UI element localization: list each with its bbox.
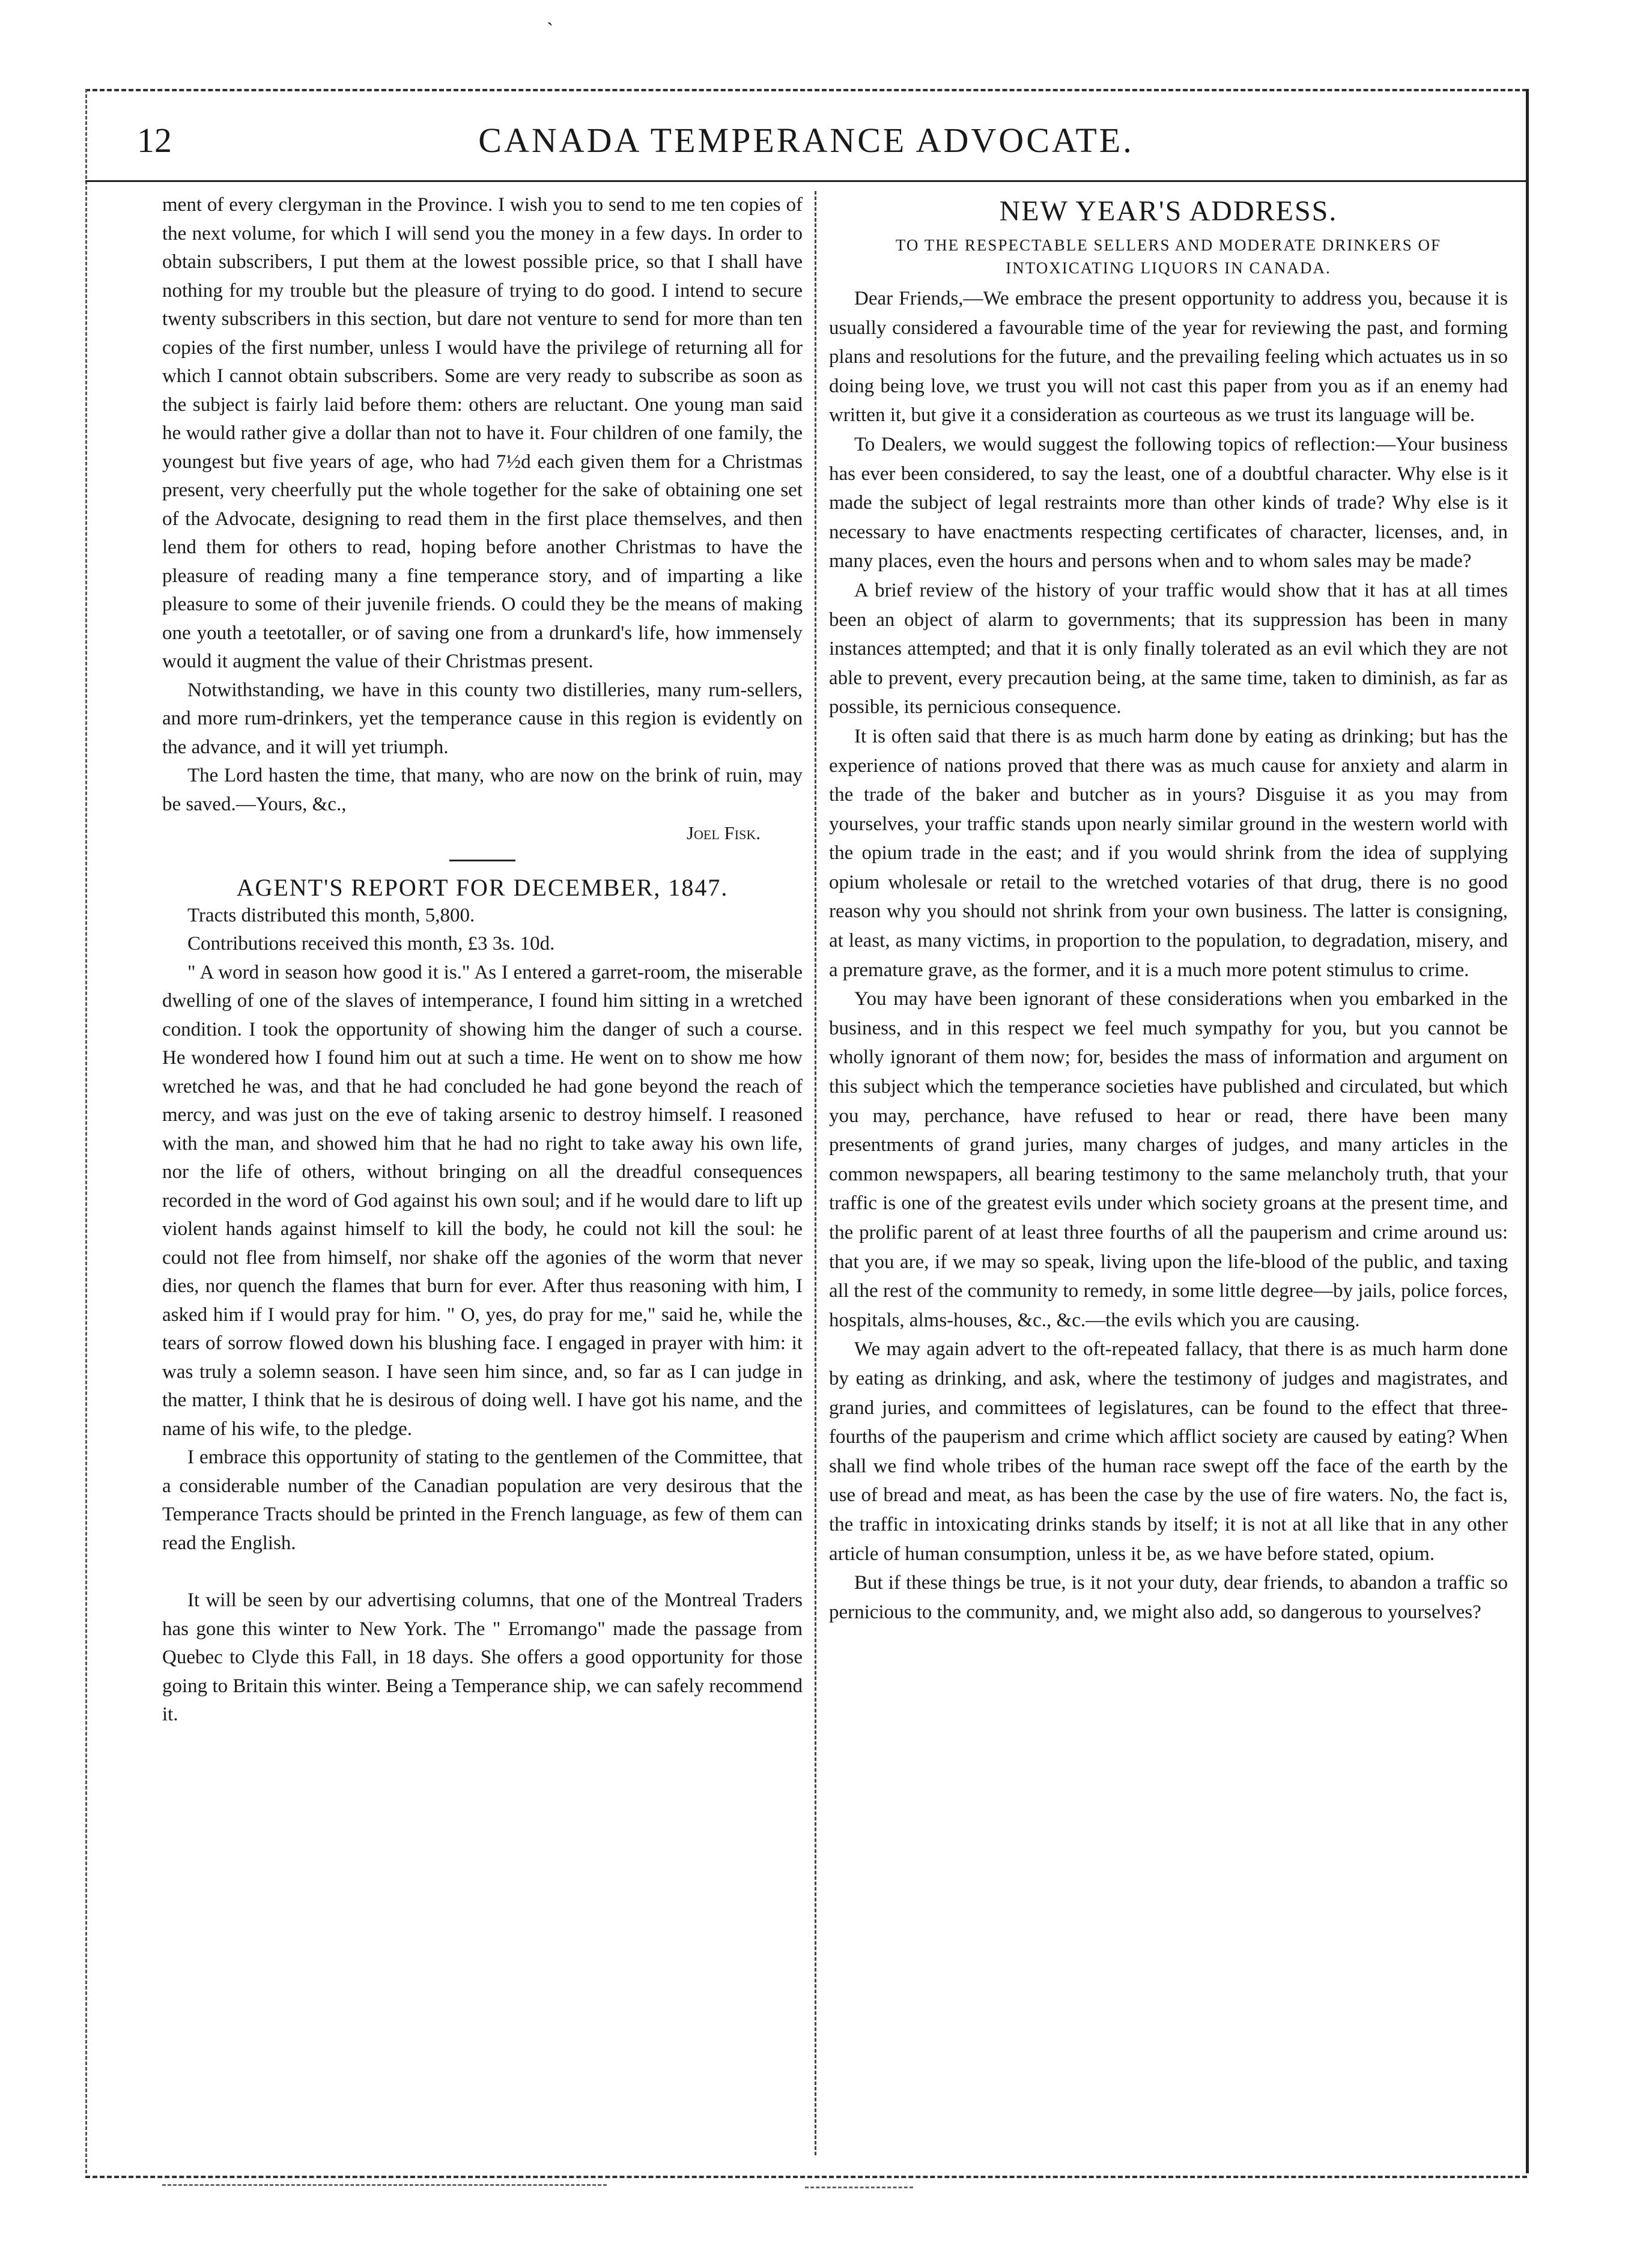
left-column bbox=[162, 191, 803, 2155]
agent-report-title: AGENT'S REPORT FOR DECEMBER, 1847. bbox=[236, 873, 729, 901]
section-rule bbox=[449, 860, 515, 861]
footer-rule bbox=[162, 2184, 607, 2186]
address-paragraph: A brief review of the history of your traffic would show that it has at all times been an object of alarm to governments; that its suppression has been in many instances attempted; and that it is only finally tolerated as an evil which they are not able to prevent, every precaution being, at the same time, taken to diminish, as far as possible, its pernicious consequence. bbox=[829, 579, 1508, 718]
right-column bbox=[829, 191, 1508, 2155]
page-number: 12 bbox=[137, 121, 172, 160]
column-divider bbox=[815, 191, 816, 2155]
letter-signature: Joel Fisk. bbox=[686, 822, 761, 843]
header-rule bbox=[85, 180, 1527, 182]
contributions-received: Contributions received this month, £3 3s. 10d. bbox=[187, 933, 555, 955]
frame-left-border bbox=[85, 89, 87, 2173]
address-title: NEW YEAR'S ADDRESS. bbox=[999, 195, 1338, 227]
letter-paragraph: Notwithstanding, we have in this county two distilleries, many rum-sellers, and more rum-drinkers, yet the temperance cause in this region is evidently on the advance, and it will yet triumph. bbox=[162, 679, 803, 758]
report-paragraph: " A word in season how good it is." As I entered a garret-room, the miserable dwelling of one of the slaves of intemperance, I found him sitting in a wretched condition. I took the opportunity of showing him the danger of such a course. He wondered how I found him out at such a time. He went on to show me how wretched he was, and that he had concluded he had gone beyond the reach of mercy, and was just on the eve of taking arsenic to destroy himself. I reasoned with the man, and showed him that he had no right to take away his own life, nor the life of others, without bringing on all the dreadful consequences recorded in the word of God against his own soul; and if he would dare to lift up violent hands against himself to kill the body, he could not kill the soul: he could not flee from himself, nor shake off the agonies of the worm that never dies, nor quench the flames that burn for ever. After thus reasoning with him, I asked him if I would pray for him. " O, yes, do pray for me," said he, while the tears of sorrow flowed down his blushing face. I engaged in prayer with him: it was truly a solemn season. I have seen him since, and, so far as I can judge in the matter, I think that he is desirous of doing well. I have got his name, and the name of his wife, to the pledge. bbox=[162, 961, 803, 1440]
address-paragraph: You may have been ignorant of these considerations when you embarked in the business, and in this respect we feel much sympathy for you, but you cannot be wholly ignorant of them now; for, besides the mass of information and argument on this subject which the temperance societies have published and circulated, but which you may, perchance, have refused to hear or read, there have been many presentments of grand juries, many charges of judges, and many articles in the common newspapers, all bearing testimony to the same melancholy truth, that your traffic is one of the greatest evils under which society groans at the present time, and the prolific parent of at least three fourths of all the pauperism and crime around us: that you are, if we may so speak, living upon the life-blood of the public, and taxing all the rest of the community to remedy, in some little degree—by jails, police forces, hospitals, alms-houses, &c., &c.—the evils which you are causing. bbox=[829, 988, 1508, 1331]
frame-right-border bbox=[1526, 89, 1529, 2173]
address-paragraph: To Dealers, we would suggest the following topics of reflection:—Your business has ever been considered, to say the least, one of a doubtful character. Why else is it made the subject of legal restraints more than other kinds of trade? Why else is it necessary to have enactments respecting certificates of character, licenses, and, in many places, even the hours and persons when and to whom sales may be made? bbox=[829, 433, 1508, 572]
address-paragraph: It is often said that there is as much harm done by eating as drinking; but has the experience of nations proved that there was as much cause for anxiety and alarm in the trade of the baker and butcher as in yours? Disguise it as you may from yourselves, your traffic stands upon nearly similar ground in the western world with the opium trade in the east; and if you would shrink from the idea of supplying opium wholesale or retail to the wretched votaries of that drug, there is no good reason why you should not shrink from your own business. The latter is consigning, at least, as many victims, in proportion to the population, to degradation, misery, and a premature grave, as the former, and it is a much more potent stimulus to crime. bbox=[829, 725, 1508, 981]
letter-paragraph: The Lord hasten the time, that many, who are now on the brink of ruin, may be saved.—Yours, &c., bbox=[162, 765, 803, 815]
letter-paragraph: ment of every clergyman in the Province. I wish you to send to me ten copies of the next volume, for which I will send you the money in a few days. In order to obtain subscribers, I put them at the lowest possible price, so that I shall have nothing for my trouble but the pleasure of trying to do good. I intend to secure twenty subscribers in this section, but dare not venture to send for more than ten copies of the first number, unless I would have the privilege of returning all for which I cannot obtain subscribers. Some are very ready to subscribe as soon as the subject is fairly laid before them: others are reluctant. One young man said he would rather give a dollar than not to have it. Four children of one family, the youngest but five years of age, who had 7½d each given them for a Christmas present, very cheerfully put the whole together for the sake of obtaining one set of the Advocate, designing to read them in the first place themselves, and then lend them for others to read, hoping before another Christmas to have the pleasure of reading many a fine temperance story, and of imparting a like pleasure to some of their juvenile friends. O could they be the means of making one youth a teetotaller, or of saving one from a drunkard's life, how immensely would it augment the value of their Christmas present. bbox=[162, 194, 803, 672]
shipping-notice: It will be seen by our advertising columns, that one of the Montreal Traders has gone this winter to New York. The " Erromango" made the passage from Quebec to Clyde this Fall, in 18 days. She offers a good opportunity for those going to Britain this winter. Being a Temperance ship, we can safely recommend it. bbox=[162, 1589, 803, 1725]
footer-rule bbox=[805, 2187, 913, 2188]
address-paragraph: But if these things be true, is it not your duty, dear friends, to abandon a traffic so pernicious to the community, and, we might also add, so dangerous to yourselves? bbox=[829, 1572, 1508, 1623]
page-header bbox=[85, 119, 1527, 174]
address-subtitle: TO THE RESPECTABLE SELLERS AND MODERATE DRINKERS OF INTOXICATING LIQUORS IN CANADA. bbox=[895, 236, 1442, 277]
report-paragraph: I embrace this opportunity of stating to the gentlemen of the Committee, that a considerable number of the Canadian population are very desirous that the Temperance Tracts should be printed in the French language, as few of them can read the English. bbox=[162, 1446, 803, 1554]
running-title: CANADA TEMPERANCE ADVOCATE. bbox=[478, 121, 1134, 160]
tracts-distributed: Tracts distributed this month, 5,800. bbox=[187, 904, 475, 926]
address-paragraph: We may again advert to the oft-repeated fallacy, that there is as much harm done by eating as drinking, and ask, where the testimony of judges and magistrates, and grand juries, and committees of legislatures, can be found to the effect that three-fourths of the pauperism and crime which afflict society are caused by eating? When shall we find whole tribes of the human race swept off the face of the earth by the use of bread and meat, as has been the case by the use of fire waters. No, the fact is, the traffic in intoxicating drinks stands by itself; it is not at all like that in any other article of human consumption, unless it be, as we have before stated, opium. bbox=[829, 1338, 1508, 1565]
address-paragraph: Dear Friends,—We embrace the present opportunity to address you, because it is usually considered a favourable time of the year for reviewing the past, and forming plans and resolutions for the future, and the prevailing feeling which actuates us in so doing being love, we trust you will not cast this paper from you as if an enemy had written it, but give it a consideration as courteous as we trust its language will be. bbox=[829, 288, 1508, 426]
margin-mark: ˎ bbox=[547, 4, 554, 26]
